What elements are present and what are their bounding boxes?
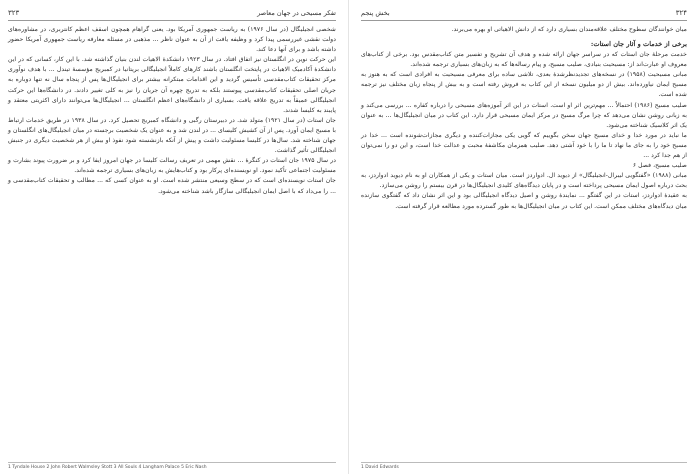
paragraph: جان استات نویسنده‌ای است که در سطح وسیعی منتشر شده است. او به عنوان کسی که ... مطالب و تحقیقات کتاب‌مقدسی و ... را می‌داد که با اصل ایمان انجیلیگالی سازگار باشد شناخته می‌شود. bbox=[8, 177, 336, 195]
right-page bbox=[349, 0, 697, 474]
paragraph: در سال ۱۹۷۵ جان استات در کنگرهٔ ... نقش مهمی در تعریف رسالت کلیسا در جهان امروز ایفا کرد و بر ضرورت پیوند بشارت و مسئولیت اجتماعی تأکید نمود. او نویسنده‌ای پرکار بود و کتاب‌هایش به زبان‌های بسیاری ترجمه شده‌اند. bbox=[8, 157, 336, 175]
right-page-body bbox=[361, 25, 687, 212]
block-quote: ما نباید در مورد خدا و خدای مسیح جهان سخن بگوییم که گویی یکی مجازات‌کننده و دیگری مجازات‌شونده است ... خدا در مسیح خود را به جای ما نهاد تا ما را با خود آشتی دهد. صلیب همزمان مکاشفهٔ محبت و عدالت خدا است، و این دو را نمی‌توان از هم جدا کرد ... bbox=[361, 131, 687, 160]
paragraph: شخصی انجیلیگال (در سال ۱۹۷۶) به ریاست جمهوری آمریکا بود. یعنی گراهام همچون اسقف اعظم کانتربری، در مشاوره‌های دولت نقشی غیررسمی پیدا کرد و وظیفه یافت از آن به عنوان ناظر ... مذهبی در مسئله معارفه ریاست جمهوری آمریکا حضور داشته باشد و برای آنها دعا کند. bbox=[8, 26, 336, 54]
quote-citation: صلیب مسیح، فصل ۶ bbox=[632, 162, 687, 170]
left-page-header bbox=[8, 6, 336, 21]
paragraph: مبانی (۱۹۸۸) «گفتگویی لیبرال-انجیلیگال» از دیوید ال. ادواردز است. میان استات و یکی از همکاران او به نام دیوید ادواردز، به بحث درباره اصول ایمان مسیحی پرداخته است و در پایان دیدگاه‌های کلیدی انجیلیگال‌ها در قرن بیستم را روشن می‌سازد. bbox=[361, 172, 687, 190]
page-number: ۳۲۳ bbox=[8, 9, 20, 17]
section-heading: برخی از خدمات و آثار جان استات: bbox=[590, 40, 687, 49]
running-title: تفکر مسیحی در جهان معاصر bbox=[257, 9, 336, 17]
paragraph: خدمت مرحلهٔ جان استات که در سراسر جهان ارائه شده و هدف آن تشریح و تفسیر متن کتاب‌مقدس بود. برخی از کتاب‌های معروف او عبارت‌اند از: مسیحیت بنیادی، صلیب مسیح، و پیام رساله‌ها که به زبان‌های بسیاری ترجمه شده‌اند. bbox=[361, 51, 687, 69]
running-title: بخش پنجم bbox=[361, 9, 390, 17]
page-number: ۳۲۴ bbox=[675, 9, 687, 17]
paragraph: جان استات (در سال ۱۹۲۱) متولد شد. در دبیرستان رگبی و دانشگاه کمبریج تحصیل کرد. در سال ۱۹۳۸ در طریق خدمات ارتباط با مسیح ایمان آورد. پس از آن کشیش کلیسای ... در لندن شد و به عنوان یک شخصیت برجسته در میان انجیلیگال‌های انگلستان و جهان شناخته شد. سال‌ها در کلیسا مسئولیت داشت و پیش از آنکه بازنشسته شود نفوذ او بیش از هر شخصیت دیگری در جنبش انجیلیگالی تأثیر گذاشت. bbox=[8, 116, 336, 155]
right-page-header bbox=[361, 6, 687, 21]
left-page-body bbox=[8, 25, 336, 197]
footnotes: 1 David Edwards bbox=[361, 462, 687, 470]
footnotes: 1 Tyndale House 2 John Robert Walmsley Stott 3 All Souls 4 Langham Palace 5 Eric Nash bbox=[8, 462, 336, 470]
paragraph: میان خوانندگان سطوح مختلف علاقه‌مندان بسیاری دارد که از دانش الاهیاتی او بهره می‌برند. bbox=[451, 26, 687, 33]
paragraph: این حرکت نوین در انگلستان نیز اتفاق افتاد. در سال ۱۹۲۳ دانشکدهٔ الاهیات لندن بنیان گذاشته شد. با این کار، کسانی که در این دانشکدهٔ آکادمیک الاهیات در پایتخت انگلستان باشند کارهای کاملاً انجیلیگالی بریتانیا در کمبریج مؤسسهٔ تیندل ... با هدف نوآوری مرکز تحقیقات کتاب‌مقدسی تأسیس گردید و این اقدامات مبتکرانه بیشتر برای انجیلیگال‌ها پس از پنجاه سال نه تنها دوباره به جریان اصلی تحقیقات کتاب‌مقدسی پیوستند بلکه به تدریج چهره آن جریان را نیز به کلی تغییر دادند. در دانشگاه‌ها این حرکت انجیلیگالی عمیقاً به تدریج علاقه یافت. بسیاری از دانشگاه‌های اعظم انگلستان ... انجیلیگال‌ها می‌توانند دارای اکثریتی معتقد و پایبند به کلیسا شدند. bbox=[8, 56, 336, 114]
paragraph: صلیب مسیح (۱۹۸۶) احتمالاً ... مهم‌ترین اثر او است. استات در این اثر آموزه‌های مسیحی را درباره کفاره ... بررسی می‌کند و به زبانی روشن نشان می‌دهد که چرا مرگ مسیح در مرکز ایمان مسیحی قرار دارد. این کتاب در میان انجیلیگال‌ها ... به عنوان یک اثر کلاسیک شناخته می‌شود. bbox=[361, 101, 687, 129]
paragraph: به عقیدهٔ ادواردز، استات در این گفتگو ... نمایندهٔ روشن و اصیل دیدگاه انجیلیگالی بود و این اثر نشان داد که گفتگوی سازنده میان دیدگاه‌های مختلف ممکن است. این کتاب در میان انجیلیگال‌ها به طور گسترده مورد مطالعه قرار گرفته است. bbox=[361, 192, 687, 210]
paragraph: مبانی مسیحیت (۱۹۵۸) در نسخه‌های تجدیدنظرشدهٔ بعدی، تلاشی ساده برای معرفی مسیحیت به افرادی است که به هنوز به مسیح ایمان نیاورده‌اند. بیش از دو میلیون نسخه از این کتاب به فروش رفته است و به بیش از پنجاه زبان مختلف نیز ترجمه شده است. bbox=[361, 71, 688, 99]
